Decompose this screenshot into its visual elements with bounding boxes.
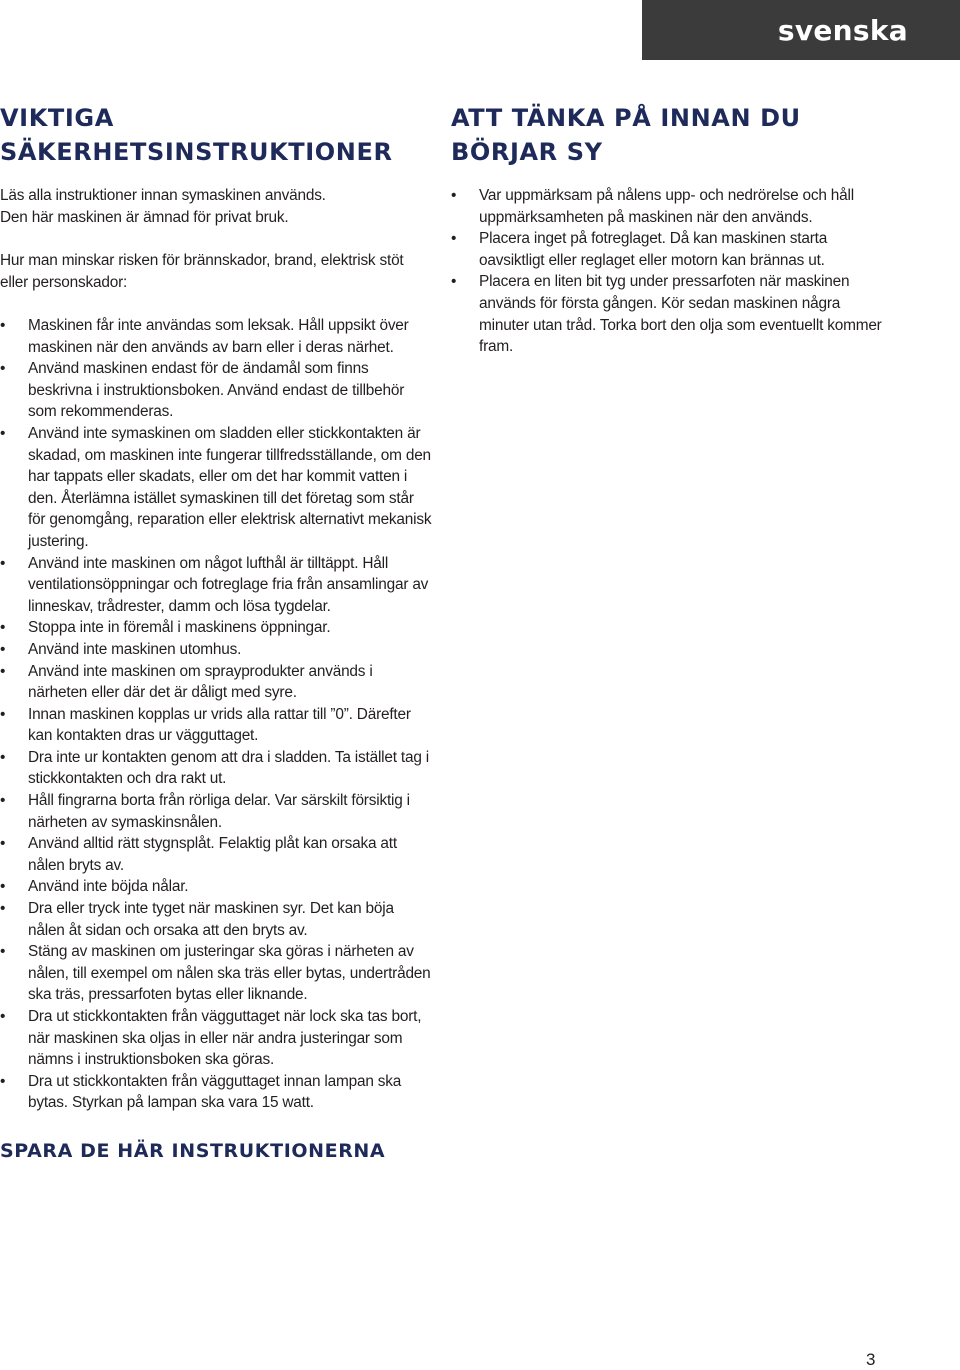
- bullet-icon: •: [0, 619, 6, 637]
- bullet-item: [0, 315, 432, 358]
- bullet-text: Använd inte maskinen om sprayprodukter används i närheten eller där det är dåligt med syre.: [28, 662, 373, 702]
- bullet-item: [0, 1006, 432, 1071]
- bullet-text: Stäng av maskinen om justeringar ska göras i närheten av nålen, till exempel om nålen ska träs eller bytas, undertråden ska träs, pressarfoten bytas eller liknande.: [28, 943, 431, 1004]
- bullet-item: [451, 228, 883, 271]
- safety-heading: VIKTIGA SÄKERHETSINSTRUKTIONER: [0, 104, 393, 166]
- before-sewing-heading: ATT TÄNKA PÅ INNAN DU BÖRJAR SY: [451, 104, 801, 166]
- bullet-text: Håll fingrarna borta från rörliga delar. Var särskilt försiktig i närheten av symaskinsnålen.: [28, 792, 410, 831]
- bullet-icon: •: [0, 640, 6, 658]
- bullet-text: Använd alltid rätt stygnsplåt. Felaktig plåt kan orsaka att nålen bryts av.: [28, 835, 397, 874]
- safety-instructions-section: [0, 101, 432, 1114]
- intro-paragraph-1: Läs alla instruktioner innan symaskinen används. Den här maskinen är ämnad för privat bruk.: [0, 187, 326, 226]
- bullet-text: Dra ut stickkontakten från vägguttaget innan lampan ska bytas. Styrkan på lampan ska vara 15 watt.: [28, 1072, 402, 1112]
- bullet-item: [451, 271, 883, 357]
- before-sewing-bullet-list: [451, 185, 883, 358]
- bullet-item: [451, 185, 883, 228]
- bullet-item: [0, 833, 432, 876]
- safety-bullet-list: [0, 315, 432, 1114]
- bullet-icon: •: [0, 317, 6, 334]
- bullet-item: [0, 661, 432, 704]
- language-tab: svenska: [642, 0, 960, 60]
- bullet-icon: •: [451, 230, 457, 248]
- bullet-text: Dra inte ur kontakten genom att dra i sladden. Ta istället tag i stickkontakten och dra rakt ut.: [28, 748, 429, 788]
- bullet-item: [0, 876, 432, 898]
- bullet-item: [0, 358, 432, 423]
- bullet-icon: •: [0, 360, 6, 378]
- bullet-icon: •: [0, 662, 6, 680]
- bullet-item: [0, 1071, 432, 1114]
- bullet-text: Använd inte maskinen om något lufthål är tilltäppt. Håll ventilationsöppningar och fotreglage fria från ansamlingar av linneskav, trådrester, damm och lösa tygdelar.: [28, 554, 429, 615]
- bullet-item: [0, 898, 432, 941]
- bullet-icon: •: [0, 943, 6, 961]
- bullet-icon: •: [0, 748, 6, 766]
- bullet-icon: •: [0, 554, 6, 572]
- bullet-icon: •: [0, 835, 6, 853]
- bullet-item: [0, 639, 432, 661]
- page-number: 3: [866, 1350, 876, 1369]
- bullet-item: [0, 617, 432, 639]
- bullet-text: Stoppa inte in föremål i maskinens öppningar.: [28, 619, 331, 637]
- bullet-item: [0, 747, 432, 790]
- bullet-text: Dra eller tryck inte tyget när maskinen syr. Det kan böja nålen åt sidan och orsaka att den bryts av.: [28, 900, 394, 939]
- bullet-text: Använd inte symaskinen om sladden eller stickkontakten är skadad, om maskinen inte fungerar tillfredsställande, om den har tappats eller skadats, eller om det har kommit vatten i den. Återlämna istället symaskinen till det företag som står för genomgång, reparation eller elektrisk alternativt mekanisk justering.: [28, 424, 432, 550]
- save-instructions-heading: SPARA DE HÄR INSTRUKTIONERNA: [0, 1140, 386, 1162]
- bullet-item: [0, 941, 432, 1006]
- bullet-item: [0, 704, 432, 747]
- before-sewing-section: [451, 101, 883, 358]
- intro-paragraph-2: Hur man minskar risken för brännskador, brand, elektrisk stöt eller personskador:: [0, 252, 404, 291]
- bullet-item: [0, 423, 432, 553]
- bullet-text: Placera inget på fotreglaget. Då kan maskinen starta oavsiktligt eller reglaget eller motorn kan brännas ut.: [479, 230, 828, 269]
- bullet-text: Maskinen får inte användas som leksak. Håll uppsikt över maskinen när den används av barn eller i deras närhet.: [28, 317, 409, 356]
- bullet-icon: •: [0, 792, 6, 810]
- bullet-icon: •: [0, 1072, 6, 1090]
- bullet-icon: •: [0, 900, 6, 918]
- bullet-icon: •: [451, 273, 457, 291]
- bullet-icon: •: [0, 878, 6, 896]
- bullet-icon: •: [0, 424, 6, 442]
- bullet-icon: •: [451, 187, 457, 204]
- bullet-icon: •: [0, 1008, 6, 1025]
- bullet-text: Placera en liten bit tyg under pressarfoten när maskinen används för första gången. Kör sedan maskinen några minuter utan tråd. Torka bort den olja som eventuellt kommer fram.: [479, 273, 882, 356]
- bullet-text: Använd inte maskinen utomhus.: [28, 640, 242, 658]
- bullet-text: Använd maskinen endast för de ändamål som finns beskrivna i instruktionsboken. Använd endast de tillbehör som rekommenderas.: [28, 360, 405, 421]
- bullet-text: Innan maskinen kopplas ur vrids alla rattar till ”0”. Därefter kan kontakten dras ur vägguttaget.: [28, 705, 411, 745]
- bullet-item: [0, 790, 432, 833]
- bullet-text: Använd inte böjda nålar.: [28, 878, 189, 896]
- bullet-icon: •: [0, 705, 6, 723]
- bullet-item: [0, 553, 432, 618]
- bullet-text: Dra ut stickkontakten från vägguttaget när lock ska tas bort, när maskinen ska oljas in eller när andra justeringar som nämns i instruktionsboken ska göras.: [28, 1008, 422, 1069]
- bullet-text: Var uppmärksam på nålens upp- och nedrörelse och håll uppmärksamheten på maskinen när den används.: [479, 187, 854, 226]
